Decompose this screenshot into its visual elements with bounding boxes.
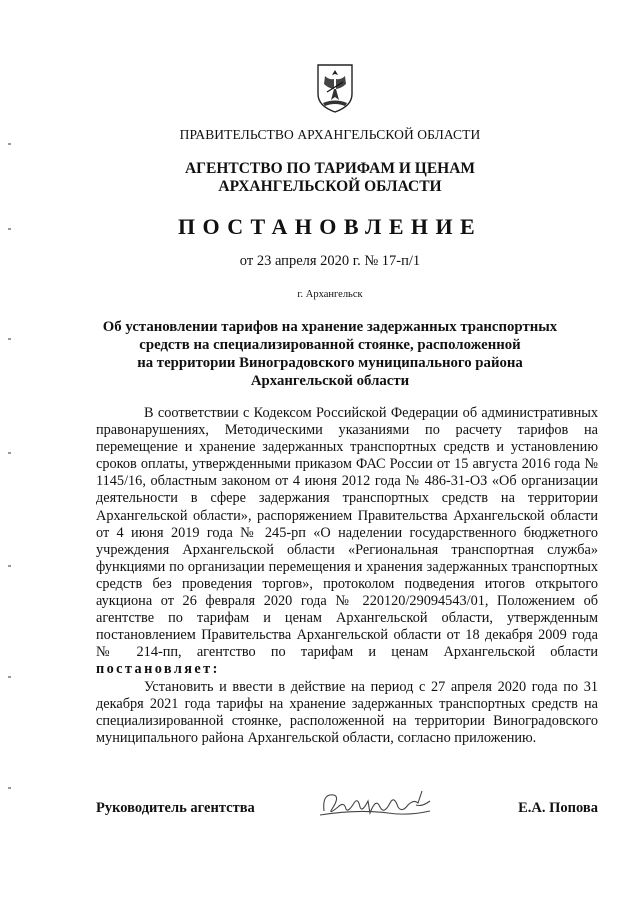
margin-mark <box>8 338 11 340</box>
subject-line3: на территории Виноградовского муниципального района <box>137 355 523 371</box>
document-subject <box>60 318 600 390</box>
document-city: г. Архангельск <box>297 289 363 300</box>
decree-keyword: постановляет: <box>96 661 220 678</box>
subject-line4: Архангельской области <box>250 373 410 389</box>
margin-mark <box>8 676 11 678</box>
margin-mark <box>8 787 11 789</box>
handwritten-signature-image <box>318 783 438 823</box>
subject-line2: средств на специализированной стоянке, расположенной <box>139 337 521 353</box>
agency-title-line1: АГЕНТСТВО ПО ТАРИФАМ И ЦЕНАМ <box>184 160 476 177</box>
agency-title-line2: АРХАНГЕЛЬСКОЙ ОБЛАСТИ <box>218 178 442 195</box>
document-body <box>96 405 598 747</box>
signatory-position: Руководитель агентства <box>96 800 255 816</box>
subject-line1: Об установлении тарифов на хранение задержанных транспортных <box>102 319 558 335</box>
margin-mark <box>8 452 11 454</box>
signatory-name: Е.А. Попова <box>518 800 598 816</box>
coat-of-arms-icon <box>315 62 355 114</box>
body-paragraph-1-text: В соответствии с Кодексом Российской Федерации об административных правонарушениях, Методическими указаниями по расчету тарифов на перемещение и хранение задержанных транспортных средств и установлению сроков оплаты, утвержденными приказом ФАС России от 15 августа 2016 года № 1145/16, областным законом от 4 июня 2012 года № 486-31-ОЗ «Об организации деятельности в сфере задержания транспортных средств на территории Архангельской области», распоряжением Правительства Архангельской области от 4 июня 2019 года № 245-рп «О наделении государственного бюджетного учреждения Архангельской области «Региональная транспортная служба» функциями по организации перемещения и хранения задержанных транспортных средств без проведения торгов», протоколом подведения итогов открытого аукциона от 26 февраля 2020 года № 220120/29094543/01, Положением об агентстве по тарифам и ценам Архангельской области, утвержденным постановлением Правительства Архангельской области от 18 декабря 2009 года № 214-пп, агентство по тарифам и ценам Архангельской области <box>96 405 598 661</box>
body-paragraph-2: Установить и ввести в действие на период с 27 апреля 2020 года по 31 декабря 2021 года тарифы на хранение задержанных транспортных средств на специализированной стоянке, расположенной на территории Виноградовского муниципального района Архангельской области, согласно приложению. <box>96 678 598 746</box>
document-date-number: от 23 апреля 2020 г. № 17-п/1 <box>239 253 421 269</box>
government-title: ПРАВИТЕЛЬСТВО АРХАНГЕЛЬСКОЙ ОБЛАСТИ <box>179 127 481 142</box>
margin-mark <box>8 228 11 230</box>
agency-title <box>60 160 600 196</box>
body-paragraph-1 <box>96 405 598 679</box>
margin-mark <box>8 565 11 567</box>
document-type: ПОСТАНОВЛЕНИЕ <box>177 214 483 239</box>
margin-mark <box>8 143 11 145</box>
